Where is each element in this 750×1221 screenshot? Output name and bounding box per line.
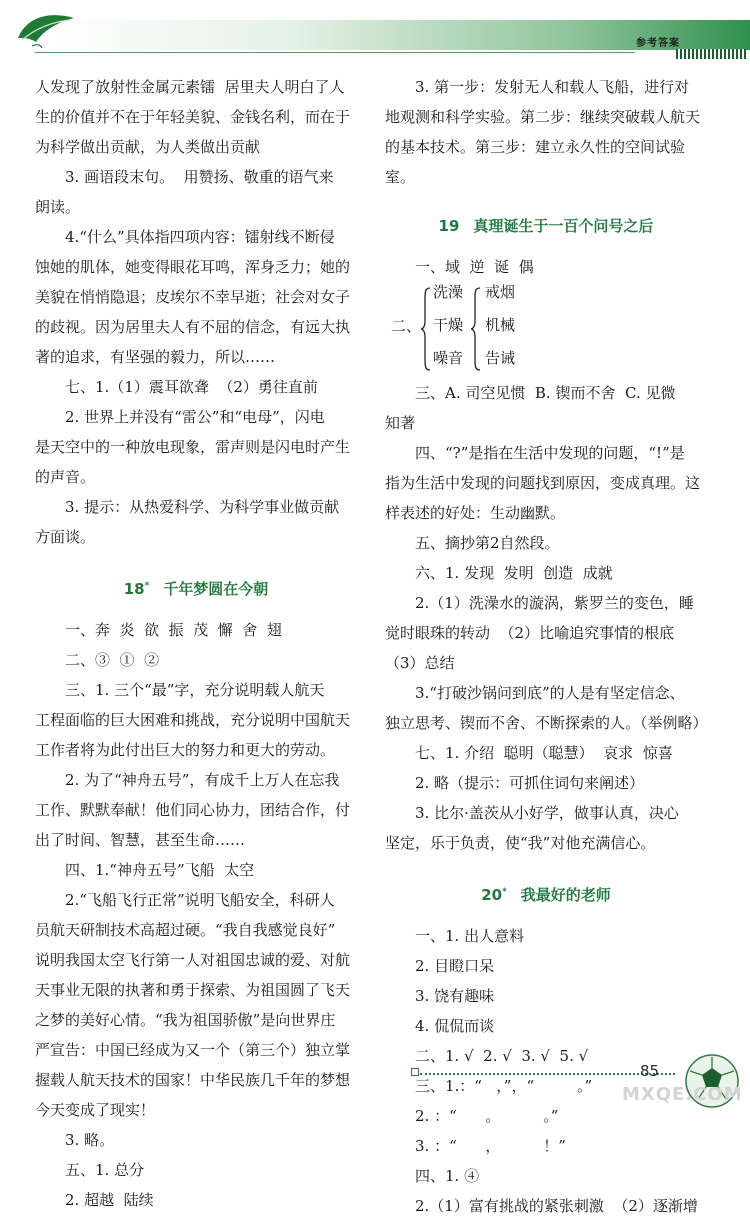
section-20-line-1: 一、1. 出人意料: [415, 927, 525, 945]
left-intro-line-2: 生的价值并不在于年轻美貌、金钱名利，而在于: [35, 108, 351, 126]
section-19-line-10: （3）总结: [385, 654, 455, 672]
section-19-line-12: 独立思考、锲而不舍、不断探索的人。（举例略）: [385, 714, 708, 732]
section-18-line-20: 2. 超越 陆续: [65, 1191, 154, 1209]
section-19-number: 19: [438, 217, 460, 235]
section-18-line-8: 出了时间、智慧，甚至生命……: [35, 831, 246, 849]
section-18-title: [35, 574, 357, 601]
section-19-line-1: 三、A. 司空见惯 B. 锲而不舍 C. 见微: [415, 384, 676, 402]
left-intro-line-8: 美貌在悄悄隐退；皮埃尔不幸早逝；社会对女子: [35, 288, 351, 306]
section-19-title: [385, 214, 707, 238]
left-intro-block: [35, 72, 357, 552]
brace-right-word-2: 机械: [485, 316, 516, 334]
section-18-line-2: 二、③ ① ②: [65, 651, 160, 669]
left-intro-line-10: 著的追求，有坚强的毅力，所以……: [35, 348, 276, 366]
section-18-number: 18: [123, 580, 145, 598]
section-19-line-6: 五、摘抄第2自然段。: [415, 534, 560, 552]
section-19-line-13: 七、1. 介绍 聪明（聪慧） 哀求 惊喜: [415, 744, 673, 762]
brace-right-word-3: 告诫: [485, 349, 516, 367]
section-18-line-11: 员航天研制技术高超过硬。“我自我感觉良好”: [35, 921, 336, 939]
watermark: MXQE.COM: [622, 1084, 743, 1105]
footer-dotted-rule: [420, 1073, 675, 1075]
section-18-body: [35, 615, 357, 1215]
left-brace-icon: [421, 286, 431, 372]
left-intro-line-13: 是天空中的一种放电现象，雷声则是闪电时产生: [35, 438, 351, 456]
left-intro-line-3: 为科学做出贡献，为人类做出贡献: [35, 138, 261, 156]
section-18-line-14: 之梦的美好心情。“我为祖国骄傲”是向世界庄: [35, 1011, 336, 1029]
middle-brace-icon: [471, 286, 481, 372]
section-19-body: [385, 378, 707, 858]
section-18-marker: *: [144, 581, 150, 591]
brace-left-word-3: 噪音: [433, 349, 464, 367]
left-intro-line-16: 方面谈。: [35, 528, 96, 546]
brace-left-word-1: 洗澡: [433, 283, 464, 301]
section-20-line-4: 4. 侃侃而谈: [415, 1017, 495, 1035]
header-rule: [35, 52, 635, 53]
section-19-line-3: 四、“?”是指在生活中发现的问题，“!”是: [415, 444, 685, 462]
left-intro-line-11: 七、1.（1）震耳欲聋 （2）勇往直前: [65, 378, 318, 396]
right-intro-line-4: 室。: [385, 168, 416, 186]
section-18-line-4: 工程面临的巨大困难和挑战，充分说明中国航天: [35, 711, 351, 729]
section-18-line-10: 2.“飞船飞行正常”说明飞船安全，科研人: [65, 891, 335, 909]
section-19-line-2: 知著: [385, 414, 416, 432]
section-20-marker: *: [502, 887, 507, 897]
section-20-line-3: 3. 饶有趣味: [415, 987, 495, 1005]
footer-square-icon: [411, 1068, 419, 1076]
section-20-number: 20: [481, 886, 503, 904]
section-20-line-10: 2.（1）富有挑战的紧张刺激 （2）逐渐增: [415, 1197, 698, 1215]
section-19-line-5: 样表述的好处：生动幽默。: [385, 504, 566, 522]
section-20-line-5: 二、1. √ 2. √ 3. √ 5. √: [415, 1047, 589, 1065]
brace-lead: 二、: [391, 317, 422, 335]
brace-right-word-1: 戒烟: [485, 283, 516, 301]
section-19-line-16: 坚定，乐于负责，使“我”对他充满信心。: [385, 834, 656, 852]
section-19-line-8: 2.（1）洗澡水的漩涡，紫罗兰的变色，睡: [415, 594, 694, 612]
left-intro-line-6: 4.“什么”具体指四项内容：镭射线不断侵: [65, 228, 335, 246]
header-stripes: [676, 49, 746, 59]
section-19-title-text: 真理诞生于一百个问号之后: [473, 217, 654, 235]
left-intro-line-9: 的歧视。因为居里夫人有不屈的信念，有远大执: [35, 318, 351, 336]
section-18-line-5: 工作者将为此付出巨大的努力和更大的劳动。: [35, 741, 336, 759]
section-18-line-18: 3. 略。: [65, 1131, 115, 1149]
section-19-line-4: 指为生活中发现的问题找到原因，变成真理。这: [385, 474, 701, 492]
section-20-line-2: 2. 目瞪口呆: [415, 957, 495, 975]
section-18-line-1: 一、奔 炎 欲 振 茂 懈 舍 翅: [65, 621, 282, 639]
section-18-line-6: 2. 为了“神舟五号”，有成千上万人在忘我: [65, 771, 340, 789]
section-19-line-15: 3. 比尔·盖茨从小好学，做事认真，决心: [415, 804, 679, 822]
leaf-logo-icon: [14, 8, 78, 52]
section-18-line-15: 严宣告：中国已经成为又一个（第三个）独立掌: [35, 1041, 351, 1059]
section-18-line-17: 今天变成了现实！: [35, 1101, 156, 1119]
section-20-line-6: 三、1.：“ ，”，“ 。”: [415, 1077, 593, 1095]
section-18-line-3: 三、1. 三个“最”字，充分说明载人航天: [65, 681, 325, 699]
left-intro-line-5: 朗读。: [35, 198, 81, 216]
section-18-line-13: 天事业无限的执著和勇于探索、为祖国圆了飞天: [35, 981, 351, 999]
page-header: [0, 0, 750, 62]
brace-word-group: [385, 282, 707, 378]
right-intro-line-2: 地观测和科学实验。第二步：继续突破载人航天: [385, 108, 701, 126]
section-20-title: [385, 880, 707, 907]
section-19-line-14: 2. 略（提示：可抓住词句来阐述）: [415, 774, 645, 792]
left-intro-line-1: 人发现了放射性金属元素镭 居里夫人明白了人: [35, 78, 345, 96]
section-20-line-7: 2. ：“ 。 。”: [415, 1107, 559, 1125]
right-intro-block: [385, 72, 707, 192]
section-19-line-9: 觉时眼珠的转动 （2）比喻追究事情的根底: [385, 624, 675, 642]
section-18-line-16: 握载人航天技术的国家！中华民族几千年的梦想: [35, 1071, 351, 1089]
left-intro-line-12: 2. 世界上并没有“雷公”和“电母”，闪电: [65, 408, 325, 426]
section-19-line-7: 六、1. 发现 发明 创造 成就: [415, 564, 613, 582]
left-intro-line-14: 的声音。: [35, 468, 96, 486]
section-19-line-11: 3.“打破沙锅问到底”的人是有坚定信念、: [415, 684, 685, 702]
right-intro-line-1: 3. 第一步：发射无人和载人飞船，进行对: [415, 78, 690, 96]
section-19-line-1: 一、域 逆 诞 偶: [415, 258, 534, 276]
left-column: [35, 72, 357, 1215]
section-18-line-7: 工作、默默奉献！他们同心协力，团结合作，付: [35, 801, 351, 819]
section-18-line-19: 五、1. 总分: [65, 1161, 145, 1179]
section-20-line-9: 四、1. ④: [415, 1167, 480, 1185]
header-label: 参考答案: [636, 38, 680, 49]
page-number: 85: [640, 1062, 660, 1080]
section-18-title-text: 千年梦圆在今朝: [163, 580, 269, 598]
section-18-line-9: 四、1.“神舟五号”飞船 太空: [65, 861, 255, 879]
section-20-title-text: 我最好的老师: [520, 886, 611, 904]
left-intro-line-7: 蚀她的肌体，她变得眼花耳鸣，浑身乏力；她的: [35, 258, 351, 276]
left-intro-line-15: 3. 提示：从热爱科学、为科学事业做贡献: [65, 498, 340, 516]
left-intro-line-4: 3. 画语段末句。 用赞扬、敬重的语气来: [65, 168, 334, 186]
section-18-line-12: 说明我国太空飞行第一人对祖国忠诚的爱、对航: [35, 951, 351, 969]
section-20-line-8: 3. ：“ ， ！”: [415, 1137, 566, 1155]
right-column: [385, 72, 707, 1221]
right-intro-line-3: 的基本技术。第三步：建立永久性的空间试验: [385, 138, 686, 156]
brace-left-word-2: 干燥: [433, 316, 464, 334]
